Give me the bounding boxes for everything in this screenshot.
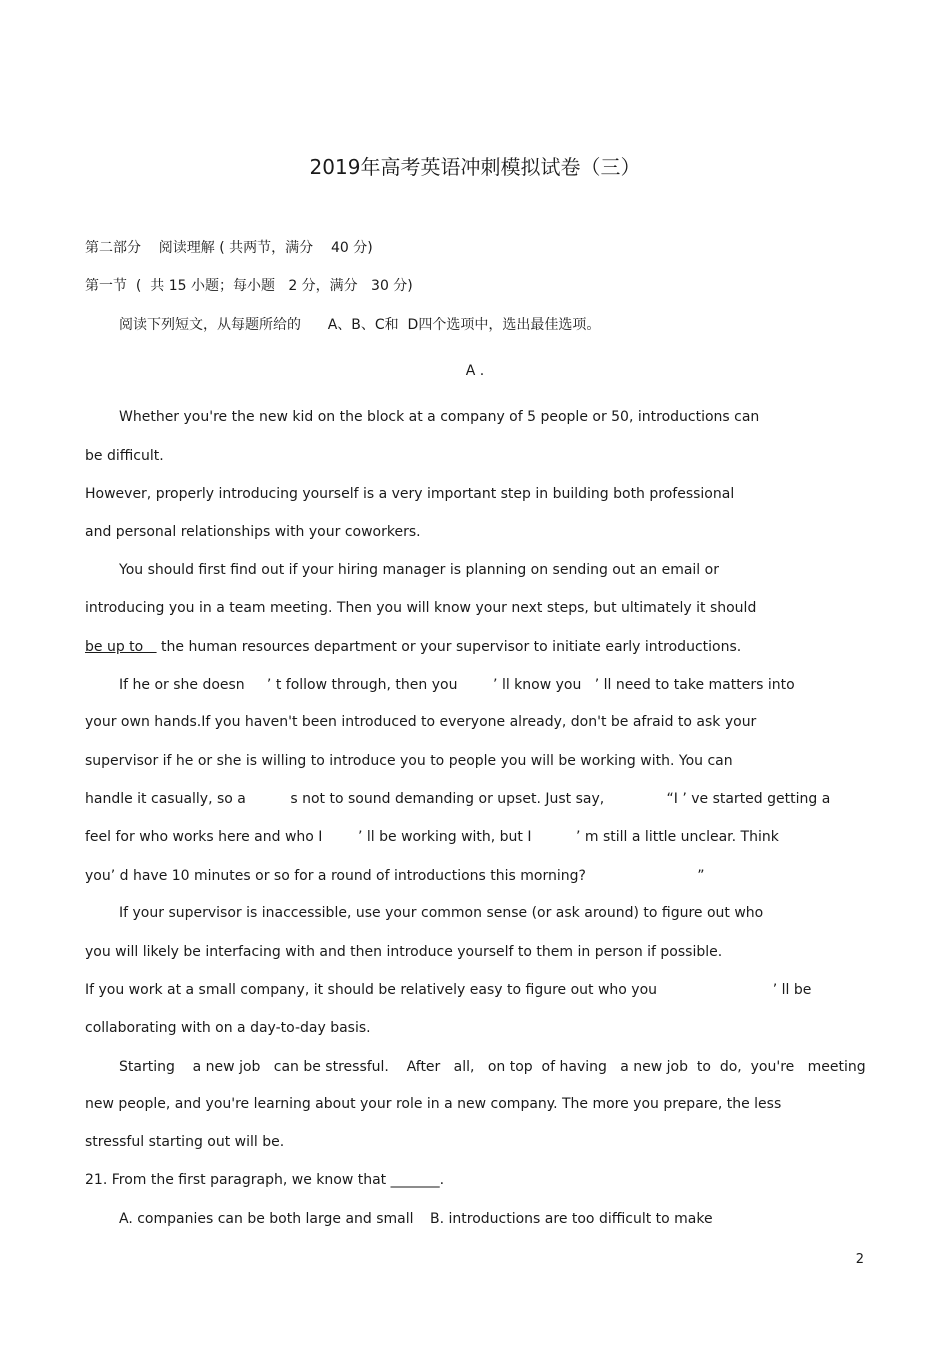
- instructions: 阅读下列短文，从每题所给的 A、B、C和 D四个选项中，选出最佳选项。: [119, 317, 601, 333]
- passage-line: and personal relationships with your coworkers.: [85, 524, 421, 540]
- question-21: 21. From the first paragraph, we know that _______.: [85, 1172, 445, 1188]
- passage-line: new people, and you're learning about your role in a new company. The more you prepare, the less: [85, 1096, 782, 1112]
- passage-line: handle it casually, so a s not to sound demanding or upset. Just say, “I ’ ve started getting a: [85, 791, 831, 807]
- passage-line: stressful starting out will be.: [85, 1134, 285, 1150]
- passage-line: supervisor if he or she is willing to introduce you to people you will be working with. You can: [85, 753, 733, 769]
- option-b: B. introductions are too difficult to make: [430, 1211, 713, 1227]
- option-a: A. companies can be both large and small: [119, 1211, 414, 1227]
- passage-line-rest: the human resources department or your supervisor to initiate early introductions.: [156, 639, 742, 655]
- part-heading: 第一节 ( 共 15 小题；每小题 2 分，满分 30 分): [85, 278, 413, 294]
- passage-line: Starting a new job can be stressful. After all, on top of having a new job to do, you're meeting: [119, 1059, 866, 1075]
- passage-line: [85, 638, 741, 656]
- passage-line: Whether you're the new kid on the block at a company of 5 people or 50, introductions can: [119, 409, 760, 425]
- underlined-phrase: be up to: [85, 639, 157, 655]
- page-title: 2019年高考英语冲刺模拟试卷（三）: [309, 155, 641, 179]
- passage-line: be difficult.: [85, 448, 164, 464]
- passage-line: However, properly introducing yourself is a very important step in building both professional: [85, 486, 735, 502]
- passage-label: A .: [465, 363, 485, 379]
- passage-line: feel for who works here and who I ’ ll be working with, but I ’ m still a little unclear. Think: [85, 829, 779, 845]
- passage-line: You should first find out if your hiring manager is planning on sending out an email or: [119, 562, 719, 578]
- passage-line: your own hands.If you haven't been introduced to everyone already, don't be afraid to ask your: [85, 714, 757, 730]
- passage-line: If you work at a small company, it should be relatively easy to figure out who you ’ ll be: [85, 982, 812, 998]
- page-number: 2: [855, 1252, 864, 1267]
- passage-line: If your supervisor is inaccessible, use your common sense (or ask around) to figure out who: [119, 905, 764, 921]
- passage-line: you’ d have 10 minutes or so for a round of introductions this morning? ”: [85, 868, 705, 884]
- passage-line: introducing you in a team meeting. Then you will know your next steps, but ultimately it should: [85, 600, 757, 616]
- passage-line: If he or she doesn ’ t follow through, then you ’ ll know you ’ ll need to take matters into: [119, 677, 795, 693]
- passage-line: collaborating with on a day-to-day basis.: [85, 1020, 371, 1036]
- section-heading: 第二部分 阅读理解 ( 共两节，满分 40 分): [85, 240, 373, 256]
- passage-line: you will likely be interfacing with and then introduce yourself to them in person if possible.: [85, 944, 723, 960]
